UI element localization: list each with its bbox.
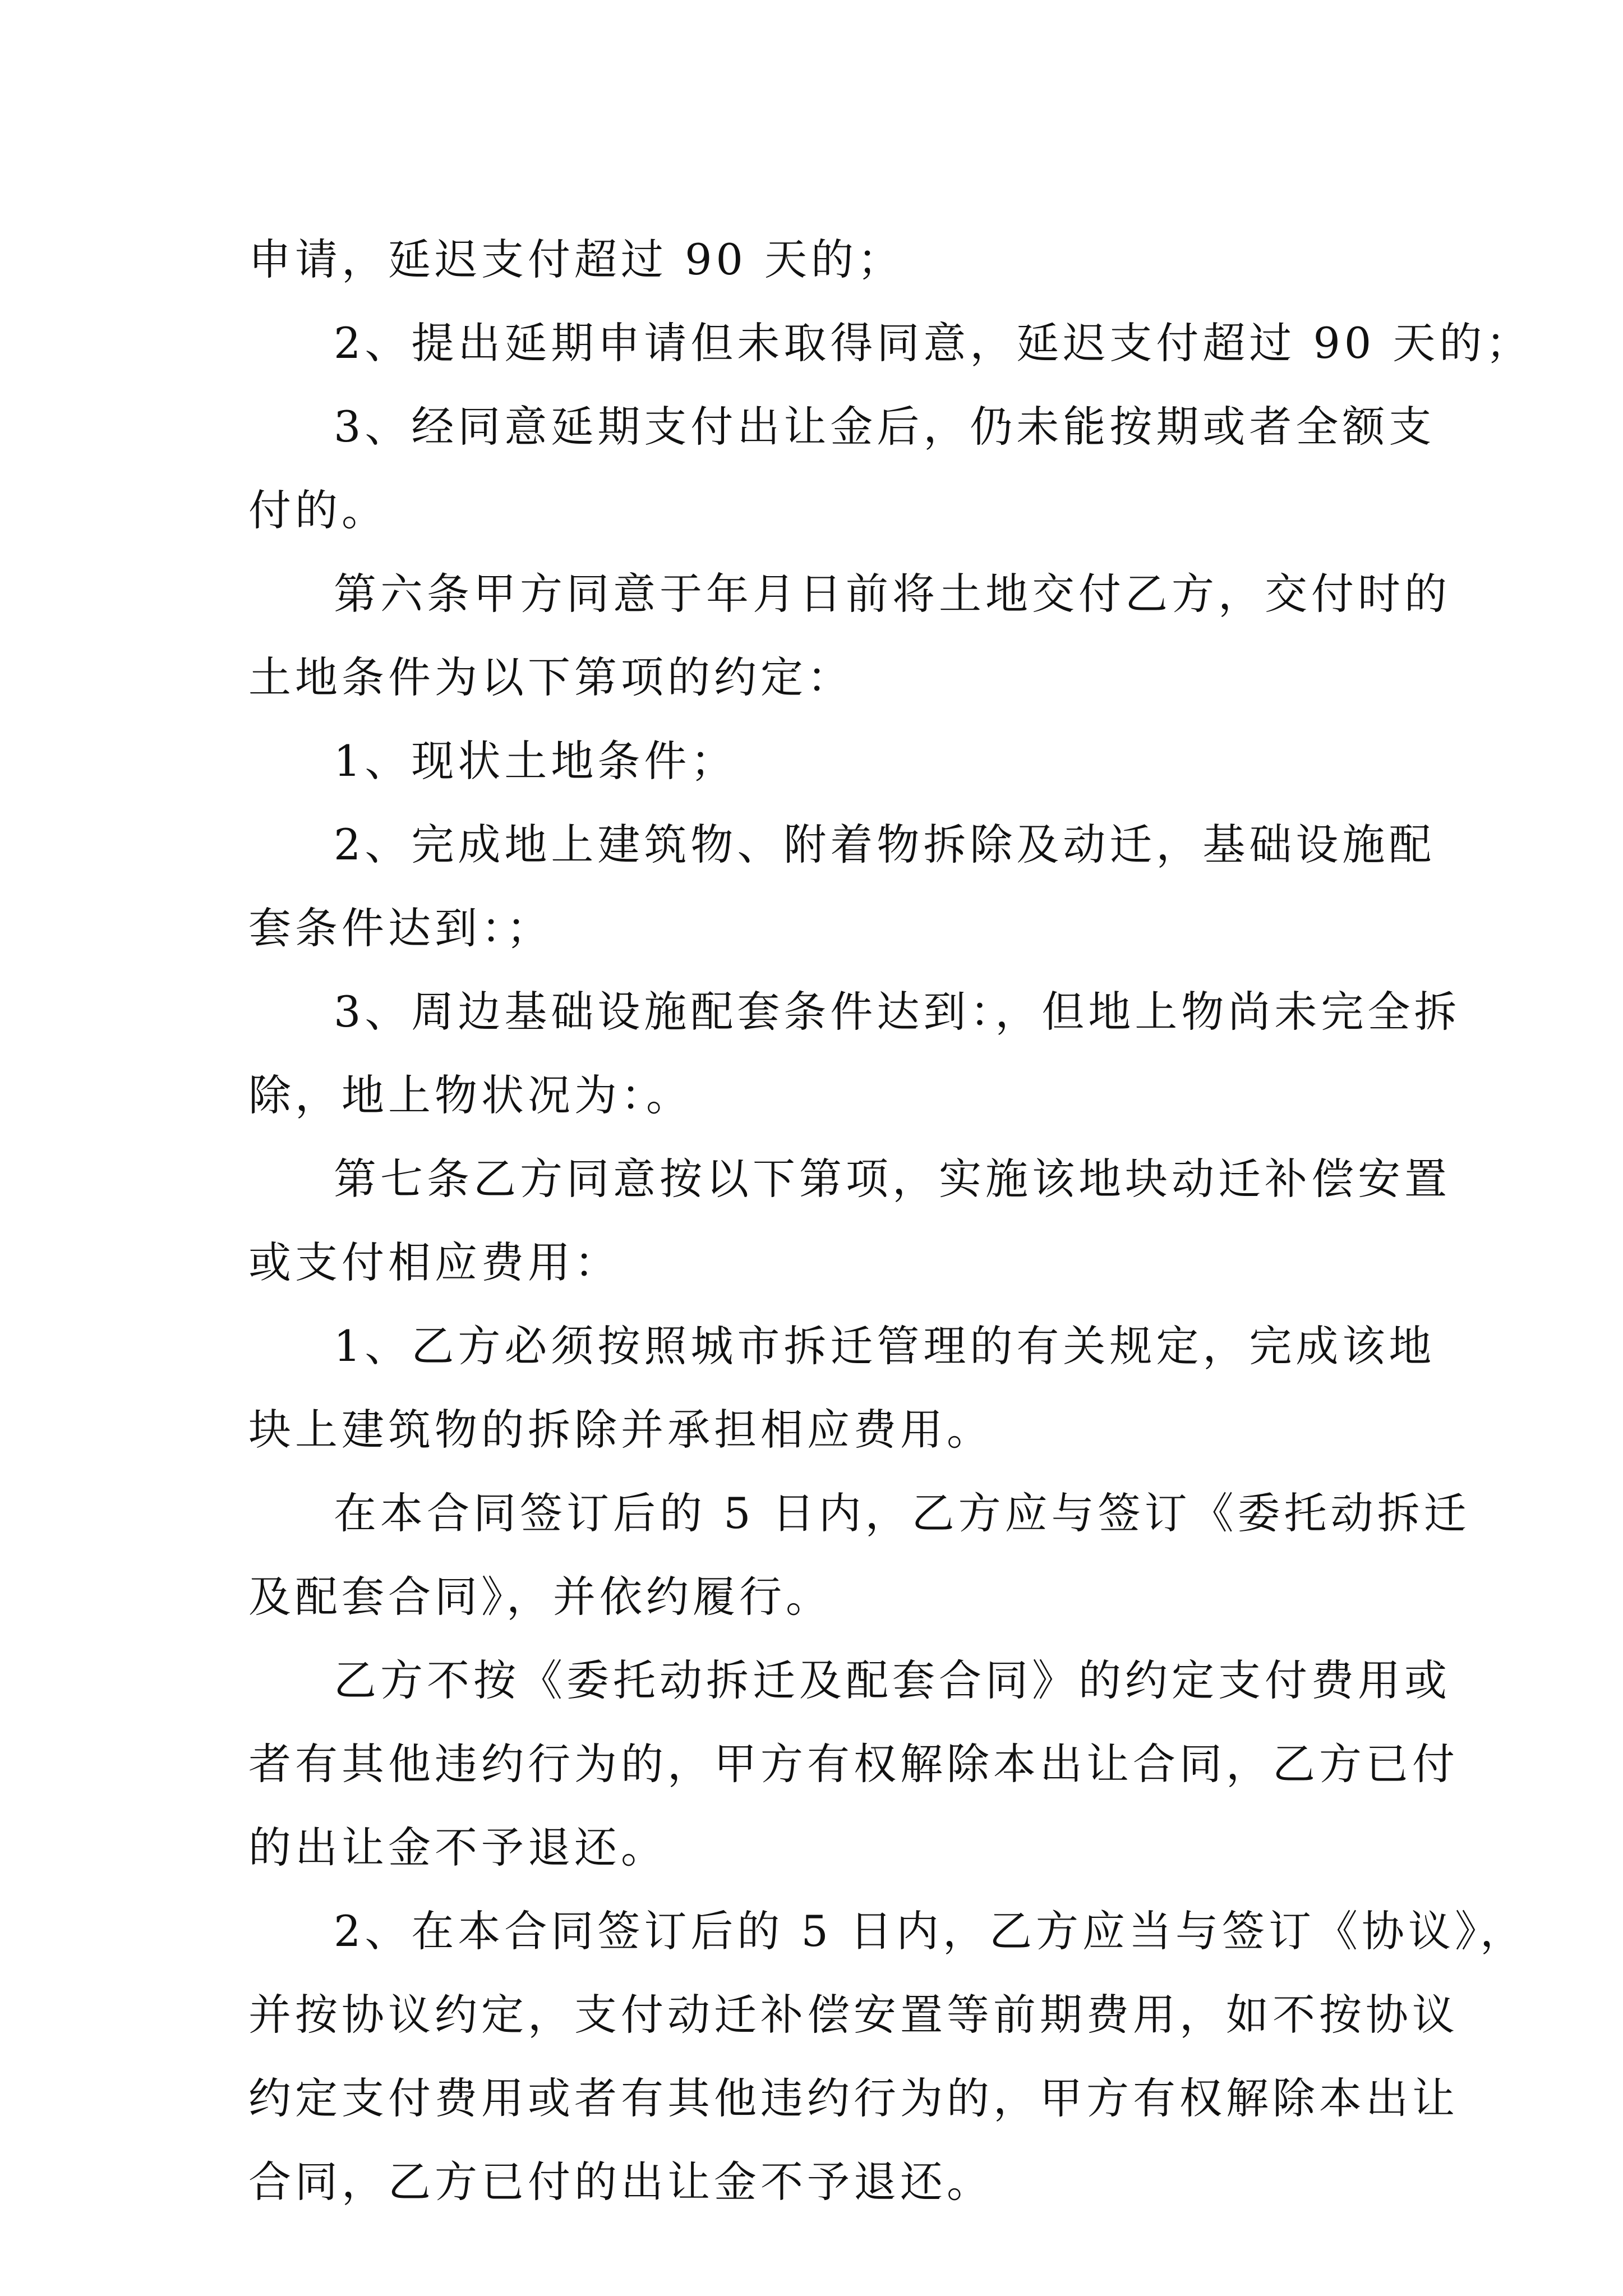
text-line: 3、经同意延期支付出让金后，仍未能按期或者全额支: [334, 402, 1436, 452]
text-line: 除，地上物状况为：。: [248, 1070, 693, 1120]
text-line: 合同，乙方已付的出让金不予退还。: [248, 2157, 993, 2207]
text-line: 3、周边基础设施配套条件达到：，但地上物尚未完全拆: [334, 987, 1461, 1037]
document-body: [248, 218, 1533, 2224]
text-line: 及配套合同》，并依约履行。: [248, 1572, 832, 1622]
text-line: 第七条乙方同意按以下第项，实施该地块动迁补偿安置: [334, 1154, 1451, 1204]
text-line: 2、完成地上建筑物、附着物拆除及动迁，基础设施配: [334, 820, 1436, 869]
text-line: 申请，延迟支付超过 90 天的；: [248, 234, 905, 284]
text-line: 第六条甲方同意于年月日前将土地交付乙方，交付时的: [334, 569, 1451, 619]
text-line: 套条件达到：；: [248, 903, 553, 953]
text-line: 的出让金不予退还。: [248, 1823, 667, 1872]
text-line: 土地条件为以下第项的约定：: [248, 652, 854, 702]
text-line: 1、现状土地条件；: [334, 736, 737, 786]
text-line: 或支付相应费用：: [248, 1237, 621, 1287]
text-line: 在本合同签订后的 5 日内，乙方应与签订《委托动拆迁: [334, 1488, 1470, 1538]
text-line: 2、提出延期申请但未取得同意，延迟支付超过 90 天的；: [334, 318, 1533, 368]
text-line: 2、在本合同签订后的 5 日内，乙方应当与签订《协议》，: [334, 1906, 1527, 1956]
text-line: 付的。: [248, 485, 388, 535]
text-line: 并按协议约定，支付动迁补偿安置等前期费用，如不按协议: [248, 1990, 1459, 2040]
text-line: 者有其他违约行为的，甲方有权解除本出让合同，乙方已付: [248, 1739, 1459, 1789]
text-line: 块上建筑物的拆除并承担相应费用。: [248, 1405, 993, 1455]
text-line: 乙方不按《委托动拆迁及配套合同》的约定支付费用或: [334, 1655, 1451, 1705]
text-line: 约定支付费用或者有其他违约行为的，甲方有权解除本出让: [248, 2073, 1459, 2123]
text-line: 1、乙方必须按照城市拆迁管理的有关规定，完成该地: [334, 1321, 1436, 1371]
